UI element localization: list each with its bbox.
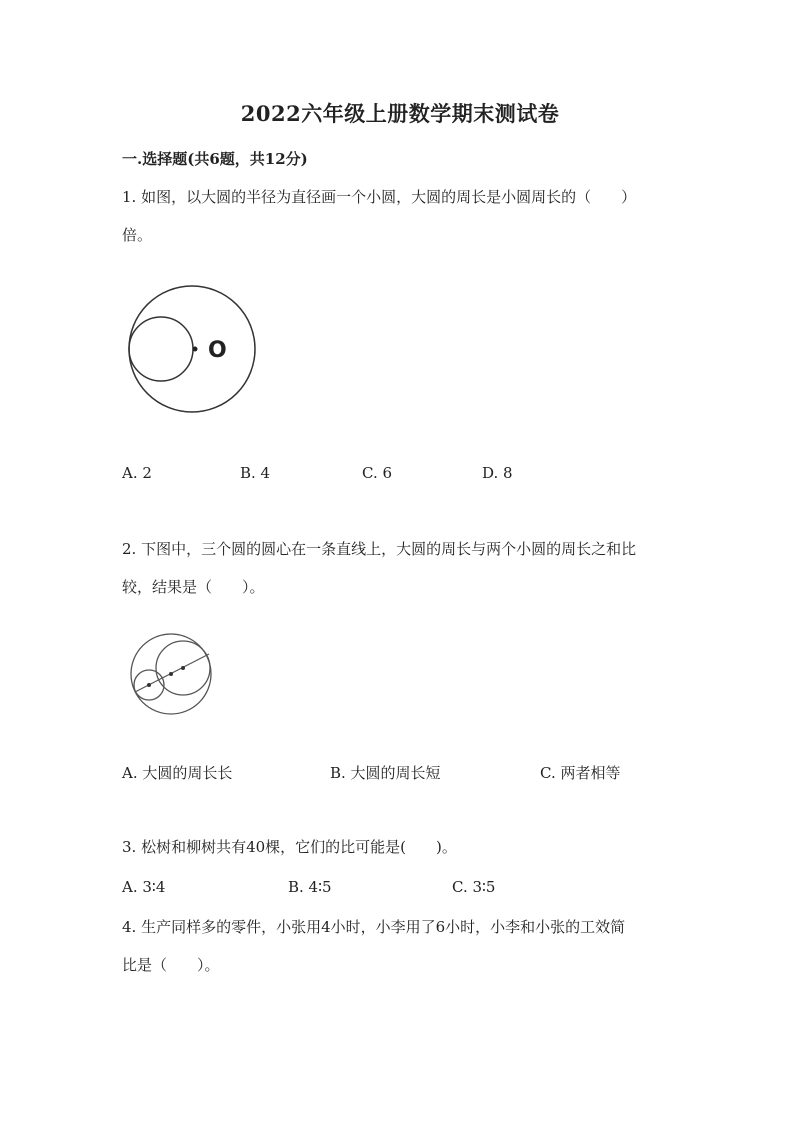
center-point [193,347,198,352]
question-2-text-cont: 较，结果是（ ）。 [122,578,265,596]
q1-option-b[interactable]: B. 4 [240,464,271,482]
q2-option-c[interactable]: C. 两者相等 [540,764,621,782]
q1-option-d[interactable]: D. 8 [482,464,513,482]
question-4 [122,915,682,977]
q2-option-b[interactable]: B. 大圆的周长短 [330,764,441,782]
section-heading: 一.选择题(共6题，共12分) [122,150,308,168]
large-circle [129,286,255,412]
small-circle [129,317,193,381]
question-3 [122,835,682,859]
question-1-text: 1. 如图，以大圆的半径为直径画一个小圆，大圆的周长是小圆周长的（ ） [122,188,637,206]
q2-option-a[interactable]: A. 大圆的周长长 [122,764,233,782]
question-4-text: 4. 生产同样多的零件，小张用4小时，小李用了6小时，小李和小张的工效简 [122,918,626,936]
question-1 [122,185,682,247]
question-2 [122,537,682,599]
q1-option-a[interactable]: A. 2 [122,464,152,482]
center-point-small [147,683,151,687]
question-4-text-cont: 比是（ ）。 [122,956,220,974]
center-point-large [169,672,173,676]
question-1-text-cont: 倍。 [122,226,153,244]
question-1-figure [120,282,260,417]
question-2-figure [125,632,220,717]
center-point-medium [181,666,185,670]
q3-option-b[interactable]: B. 4∶5 [288,878,332,896]
q3-option-c[interactable]: C. 3∶5 [452,878,496,896]
question-2-text: 2. 下图中，三个圆的圆心在一条直线上，大圆的周长与两个小圆的周长之和比 [122,540,637,558]
q1-option-c[interactable]: C. 6 [362,464,393,482]
q3-option-a[interactable]: A. 3∶4 [122,878,166,896]
center-label: O [208,338,227,363]
page-title: 2022六年级上册数学期末测试卷 [240,101,560,126]
question-3-text: 3. 松树和柳树共有40棵，它们的比可能是( )。 [122,838,457,856]
